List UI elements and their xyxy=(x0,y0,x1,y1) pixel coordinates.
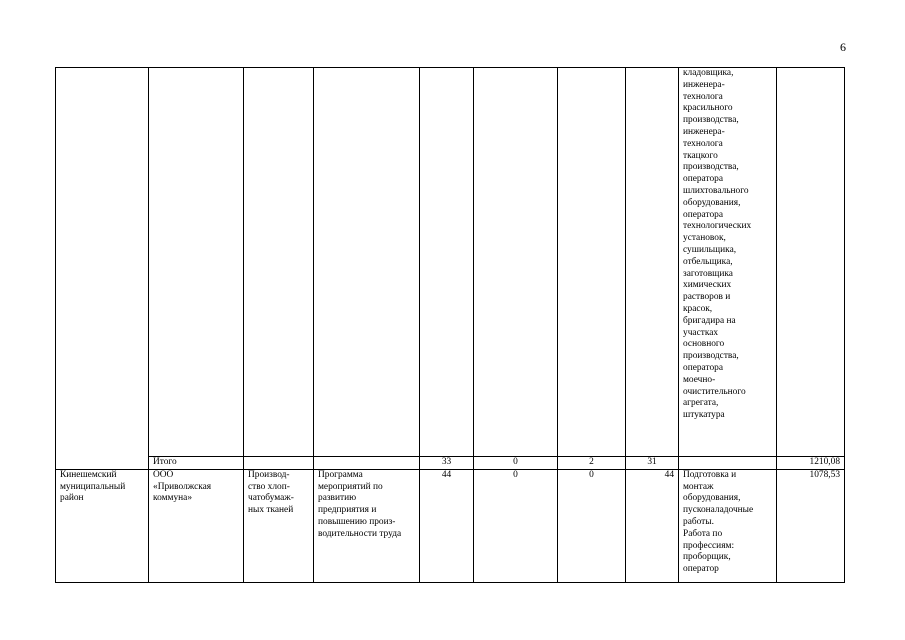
entry-value-3: 0 xyxy=(558,469,626,582)
total-label-cell: Итого xyxy=(149,457,244,470)
district-cell: Кинешемский муниципальный район xyxy=(56,469,149,582)
total-value-2: 0 xyxy=(474,457,558,470)
employment-program-table xyxy=(55,67,845,583)
program-cell-continued xyxy=(314,68,420,457)
value-cell-continued xyxy=(474,68,558,457)
continuation-row xyxy=(56,68,845,457)
entry-value-1: 44 xyxy=(420,469,474,582)
activity-cell-continued xyxy=(244,68,314,457)
total-value-4: 31 xyxy=(626,457,679,470)
organization-cell-continued xyxy=(149,68,244,457)
page-number: 6 xyxy=(840,40,846,54)
entry-value-4: 44 xyxy=(626,469,679,582)
entry-amount-cell: 1078,53 xyxy=(777,469,845,582)
total-row xyxy=(56,457,845,470)
district-cell-continued xyxy=(56,68,149,470)
value-cell-continued xyxy=(420,68,474,457)
total-empty-cell xyxy=(314,457,420,470)
total-value-1: 33 xyxy=(420,457,474,470)
entry-row xyxy=(56,469,845,582)
organization-cell: ООО «Приволжская коммуна» xyxy=(149,469,244,582)
entry-description-cell: Подготовка и монтаж оборудования, пусконаладочные работы. Работа по профессиям: проборщик, оператор xyxy=(679,469,777,582)
value-cell-continued xyxy=(626,68,679,457)
amount-cell-continued xyxy=(777,68,845,457)
activity-cell: Производ- ство хлоп- чатобумаж- ных тканей xyxy=(244,469,314,582)
program-cell: Программа мероприятий по развитию предприятия и повышению произ- водительности труда xyxy=(314,469,420,582)
entry-value-2: 0 xyxy=(474,469,558,582)
value-cell-continued xyxy=(558,68,626,457)
professions-list-cell: кладовщика, инженера- технолога красильного производства, инженера- технолога ткацкого производства, оператора шлихтовального оборудования, оператора технологических установок, сушильщика, отбельщика, заготовщика химических растворов и красок, бригадира на участках основного производства, оператора моечно- очистительного агрегата, штукатура xyxy=(679,68,777,457)
total-value-3: 2 xyxy=(558,457,626,470)
total-empty-cell xyxy=(679,457,777,470)
total-amount-cell: 1210,08 xyxy=(777,457,845,470)
total-empty-cell xyxy=(244,457,314,470)
